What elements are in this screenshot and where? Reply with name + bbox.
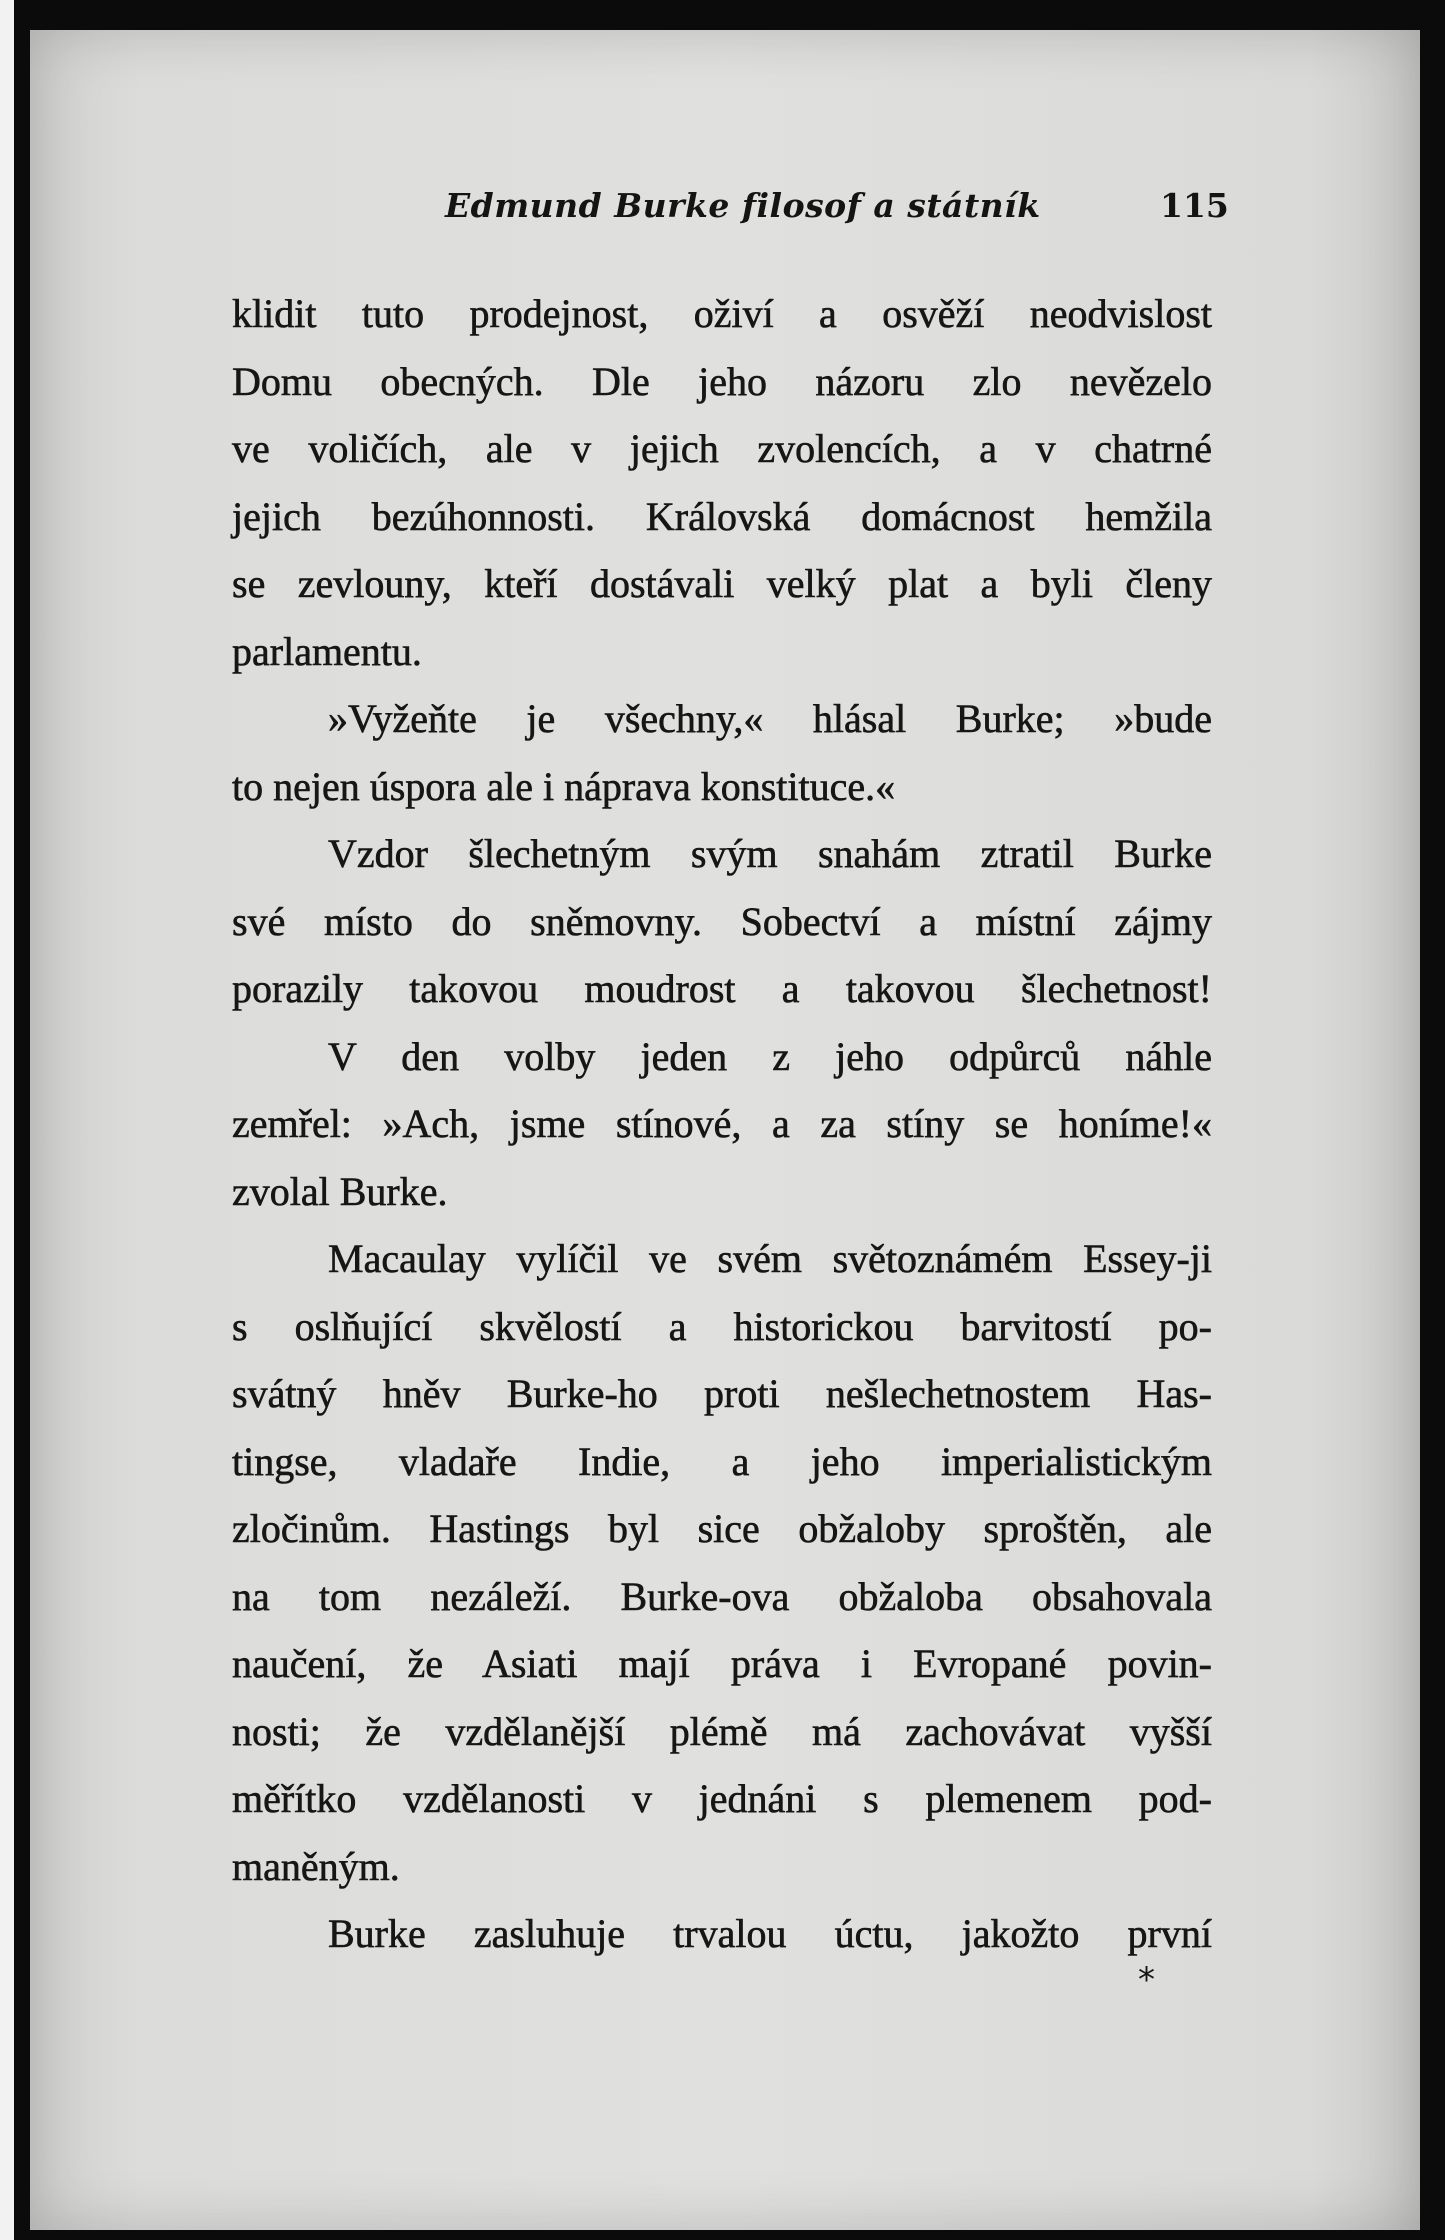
running-head (0, 186, 1445, 236)
text-line: parlamentu. (232, 628, 422, 674)
text-line: se zevlouny, kteří dostávali velký plat a byli členy (232, 561, 1212, 606)
text-line: nosti; že vzdělanější plémě má zachovávat vyšší (232, 1708, 1212, 1754)
text-line: Macaulay vylíčil ve svém světoznámém Essey-ji (328, 1236, 1212, 1281)
page-number: 115 (1160, 186, 1229, 225)
body-text (232, 280, 1212, 1968)
text-line: měřítko vzdělanosti v jednáni s plemenem pod- (232, 1776, 1212, 1821)
text-line: zemřel: »Ach, jsme stínové, a za stíny se honíme!« (232, 1101, 1212, 1146)
text-line: »Vyžeňte je všechny,« hlásal Burke; »bude (328, 696, 1212, 741)
page-spine-edge (0, 0, 14, 2240)
text-line: svátný hněv Burke-ho proti nešlechetnostem Has- (232, 1371, 1212, 1416)
text-line: jejich bezúhonnosti. Královská domácnost hemžila (232, 493, 1212, 539)
text-line: zvolal Burke. (232, 1168, 448, 1214)
text-line: na tom nezáleží. Burke-ova obžaloba obsahovala (232, 1573, 1212, 1619)
text-line: Burke zasluhuje trvalou úctu, jakožto první (328, 1911, 1212, 1956)
text-line: své místo do sněmovny. Sobectví a místní zájmy (232, 898, 1212, 944)
text-line: porazily takovou moudrost a takovou šlechetnost! (232, 966, 1212, 1011)
text-line: Domu obecných. Dle jeho názoru zlo nevězelo (232, 358, 1212, 404)
text-line: zločinům. Hastings byl sice obžaloby sproštěn, ale (232, 1506, 1212, 1551)
text-line: ve voličích, ale v jejich zvolencích, a v chatrné (232, 426, 1212, 471)
text-line: to nejen úspora ale i náprava konstituce.« (232, 763, 896, 809)
text-line: tingse, vladaře Indie, a jeho imperialistickým (232, 1438, 1212, 1484)
text-line: s oslňující skvělostí a historickou barvitostí po- (232, 1303, 1212, 1349)
signature-mark: * (1138, 1960, 1155, 2000)
running-head-title: Edmund Burke filosof a státník (445, 186, 1041, 225)
text-line: Vzdor šlechetným svým snahám ztratil Burke (328, 831, 1212, 876)
text-line: maněným. (232, 1843, 400, 1889)
text-line: klidit tuto prodejnost, oživí a osvěží neodvislost (232, 291, 1212, 336)
text-line: V den volby jeden z jeho odpůrců náhle (328, 1033, 1212, 1079)
text-line: naučení, že Asiati mají práva i Evropané povin- (232, 1641, 1212, 1686)
